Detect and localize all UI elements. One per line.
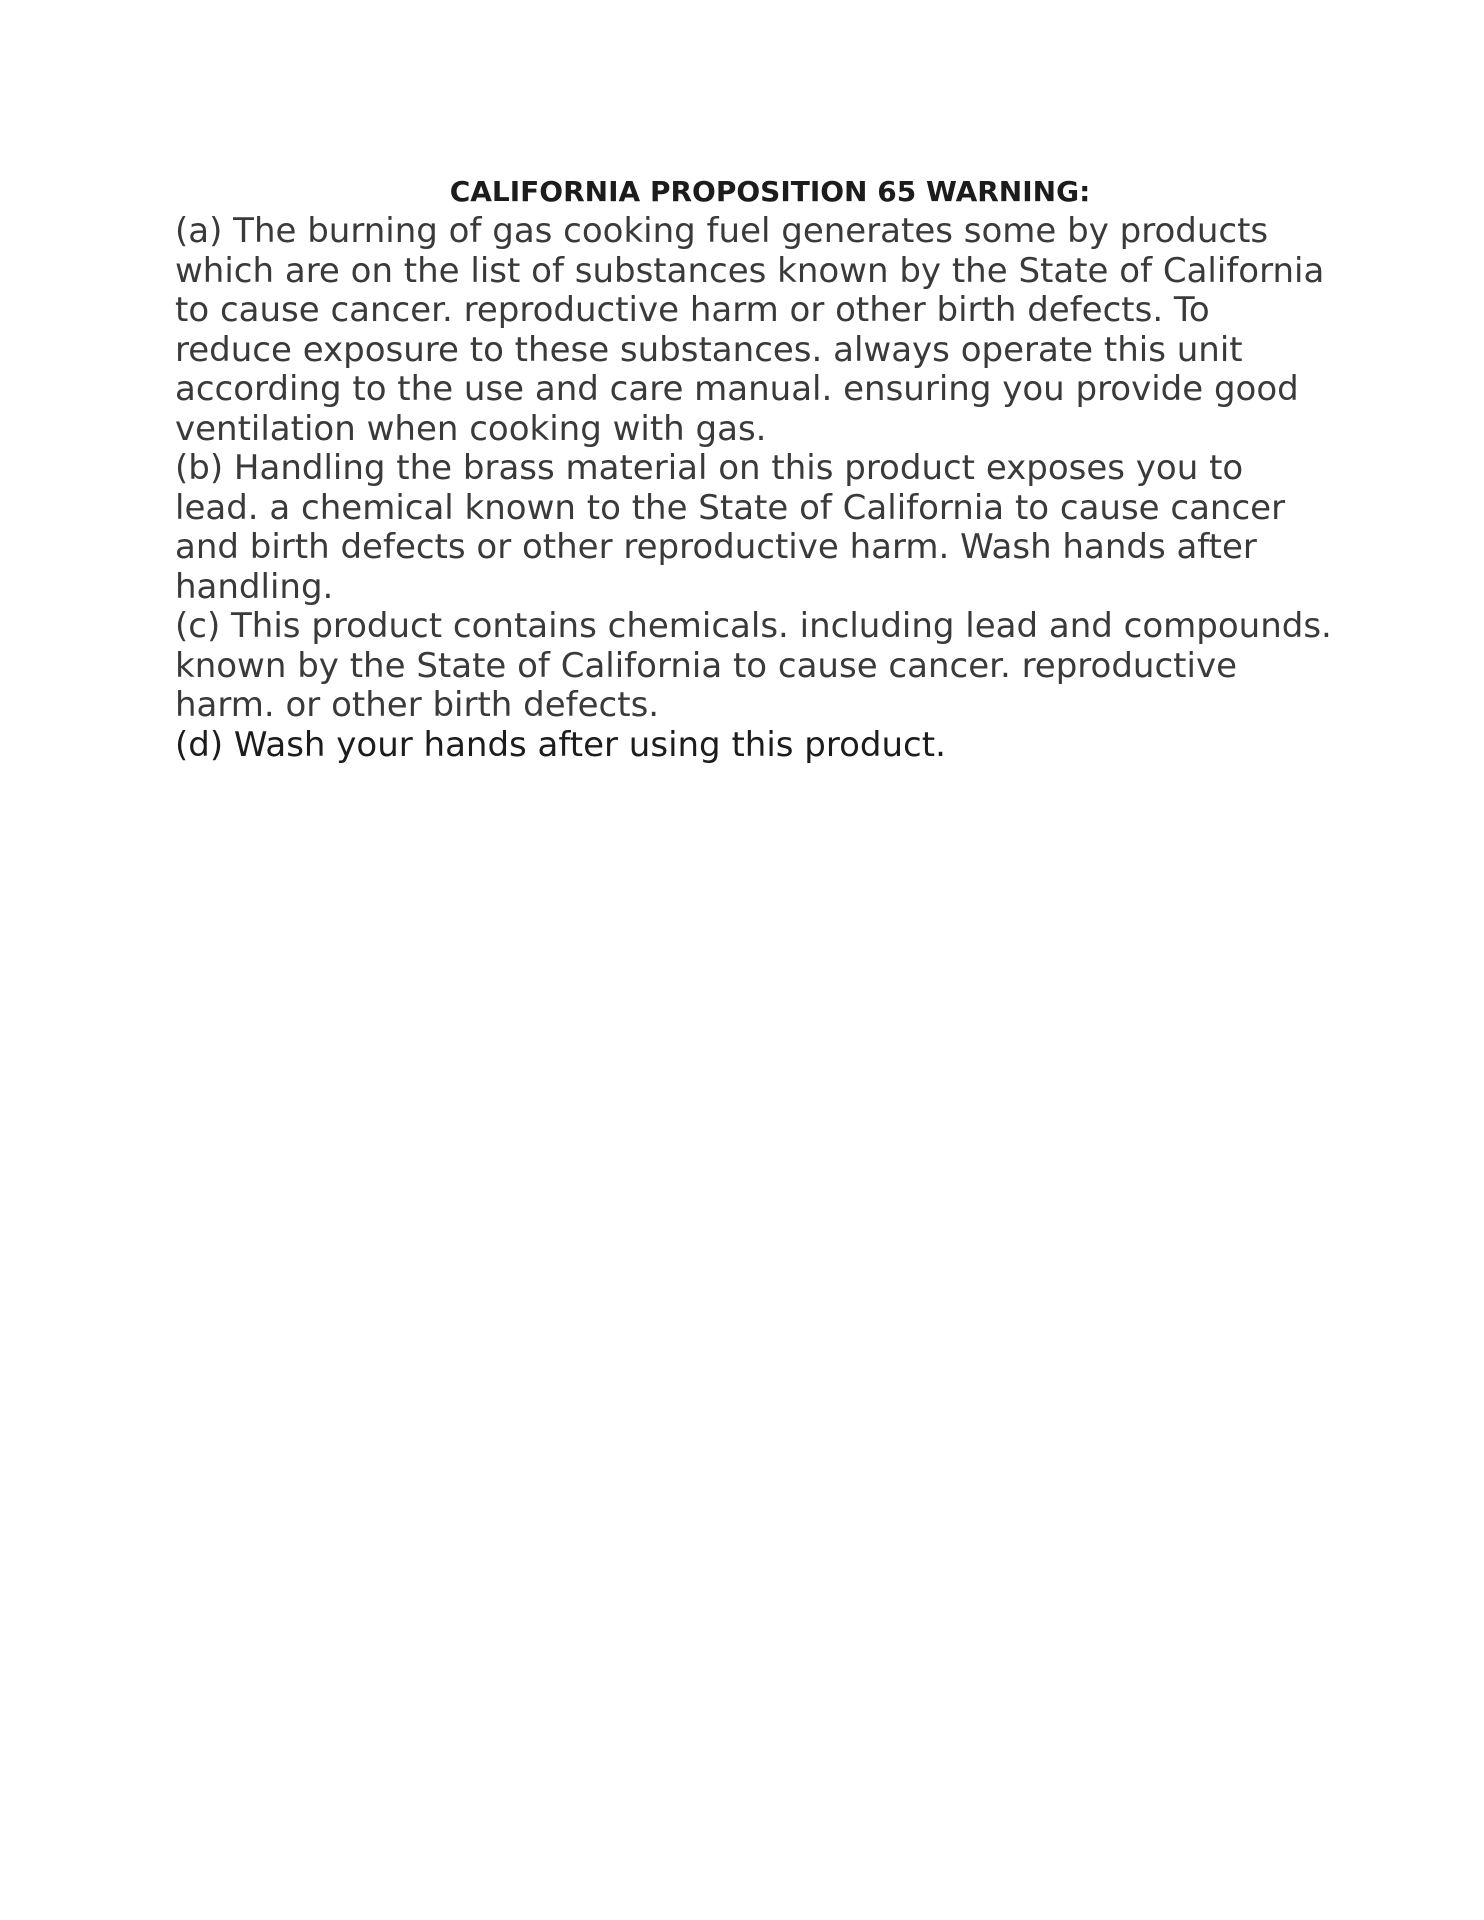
warning-paragraph-c: (c) This product contains chemicals. including lead and compounds. known by the State of California to cause cancer. reproductive harm. or other birth defects. (175, 606, 1332, 725)
warning-paragraph-b: (b) Handling the brass material on this product exposes you to lead. a chemical known to the State of California to cause cancer and birth defects or other reproductive harm. Wash hands after handling. (175, 448, 1286, 607)
warning-paragraph-d: (d) Wash your hands after using this product. (175, 724, 946, 765)
warning-title: CALIFORNIA PROPOSITION 65 WARNING: (449, 175, 1091, 208)
warning-paragraph-a: (a) The burning of gas cooking fuel generates some by products which are on the list of substances known by the State of California to cause cancer. reproductive harm or other birth defects. To reduce exposure to these substances. always operate this unit according to the use and care manual. ensuring you provide good ventilation when cooking with gas. (175, 211, 1325, 449)
warning-text-block (175, 172, 1335, 765)
